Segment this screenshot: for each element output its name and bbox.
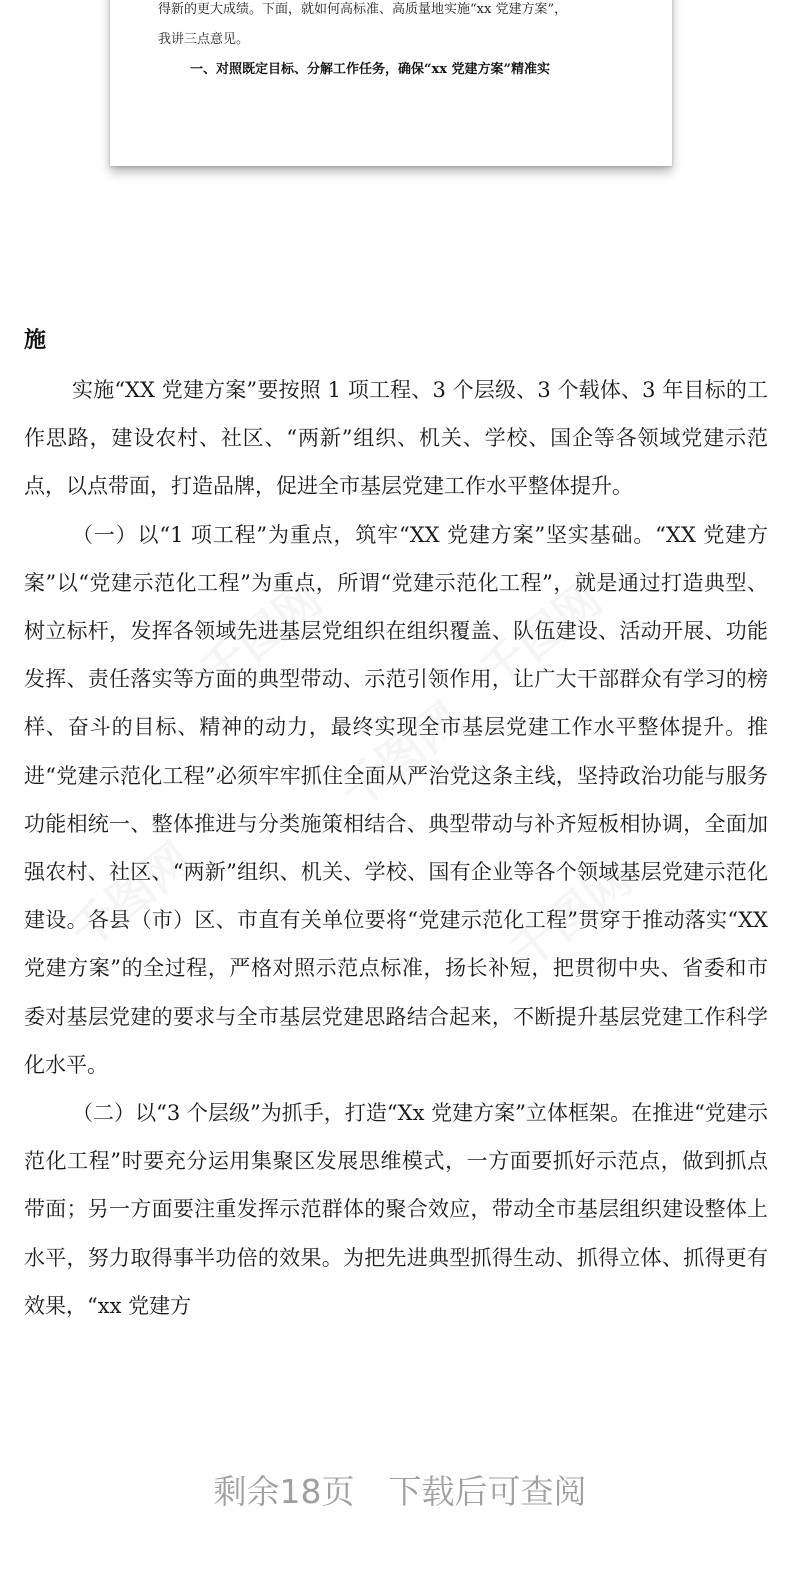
document-body — [24, 318, 768, 1330]
paragraph: 实施“XX 党建方案”要按照 1 项工程、3 个层级、3 个载体、3 年目标的工作思路，建设农村、社区、“两新”组织、机关、学校、国企等各领域党建示范点，以点带面，打造品牌，促进全市基层党建工作水平整体提升。 — [24, 378, 768, 499]
preview-line: 得新的更大成绩。下面，就如何高标准、高质量地实施“xx 党建方案”， — [158, 2, 568, 17]
preview-line: 我讲三点意见。 — [158, 32, 250, 47]
paragraph: （二）以“3 个层级”为抓手，打造“Xx 党建方案”立体框架。在推进“党建示范化工程”时要充分运用集聚区发展思维模式，一方面要抓好示范点，做到抓点带面；另一方面要注重发挥示范群体的聚合效应，带动全市基层组织建设整体上水平，努力取得事半功倍的效果。为把先进典型抓得生动、抓得立体、抓得更有效果，“xx 党建方 — [24, 1101, 768, 1318]
watermark: 千图网 — [59, 831, 202, 960]
paragraph: （一）以“1 项工程”为重点，筑牢“XX 党建方案”坚实基础。“XX 党建方案”以“党建示范化工程”为重点，所谓“党建示范化工程”，就是通过打造典型、树立标杆，发挥各领域先进基层党组织在组织覆盖、队伍建设、活动开展、功能发挥、责任落实等方面的典型带动、示范引领作用，让广大干部群众有学习的榜样、奋斗的目标、精神的动力，最终实现全市基层党建工作水平整体提升。推进“党建示范化工程”必须牢牢抓住全面从严治党这条主线，坚持政治功能与服务功能相统一、整体推进与分类施策相结合、典型带动与补齐短板相协调，全面加强农村、社区、“两新”组织、机关、学校、国有企业等各个领域基层党建示范化建设。各县（市）区、市直有关单位要将“党建示范化工程”贯穿于推动落实“XX 党建方案”的全过程，严格对照示范点标准，扬长补短，把贯彻中央、省委和市委对基层党建的要求与全市基层党建思路结合起来，不断提升基层党建工作科学化水平。 — [24, 522, 768, 1077]
remaining-pages-label: 剩余18页 — [213, 1472, 355, 1511]
watermark: 千图网 — [499, 851, 642, 980]
preview-section-heading: 一、对照既定目标、分解工作任务，确保“xx 党建方案”精准实 — [190, 62, 550, 77]
watermark: 千图网 — [329, 691, 472, 820]
page-preview-card — [110, 0, 672, 166]
download-to-view-label: 下载后可查阅 — [388, 1472, 587, 1511]
watermark: 千图网 — [189, 571, 332, 700]
heading-continuation: 施 — [24, 327, 47, 353]
watermark: 千图网 — [469, 571, 612, 700]
remaining-pages-hint[interactable] — [0, 1466, 800, 1513]
